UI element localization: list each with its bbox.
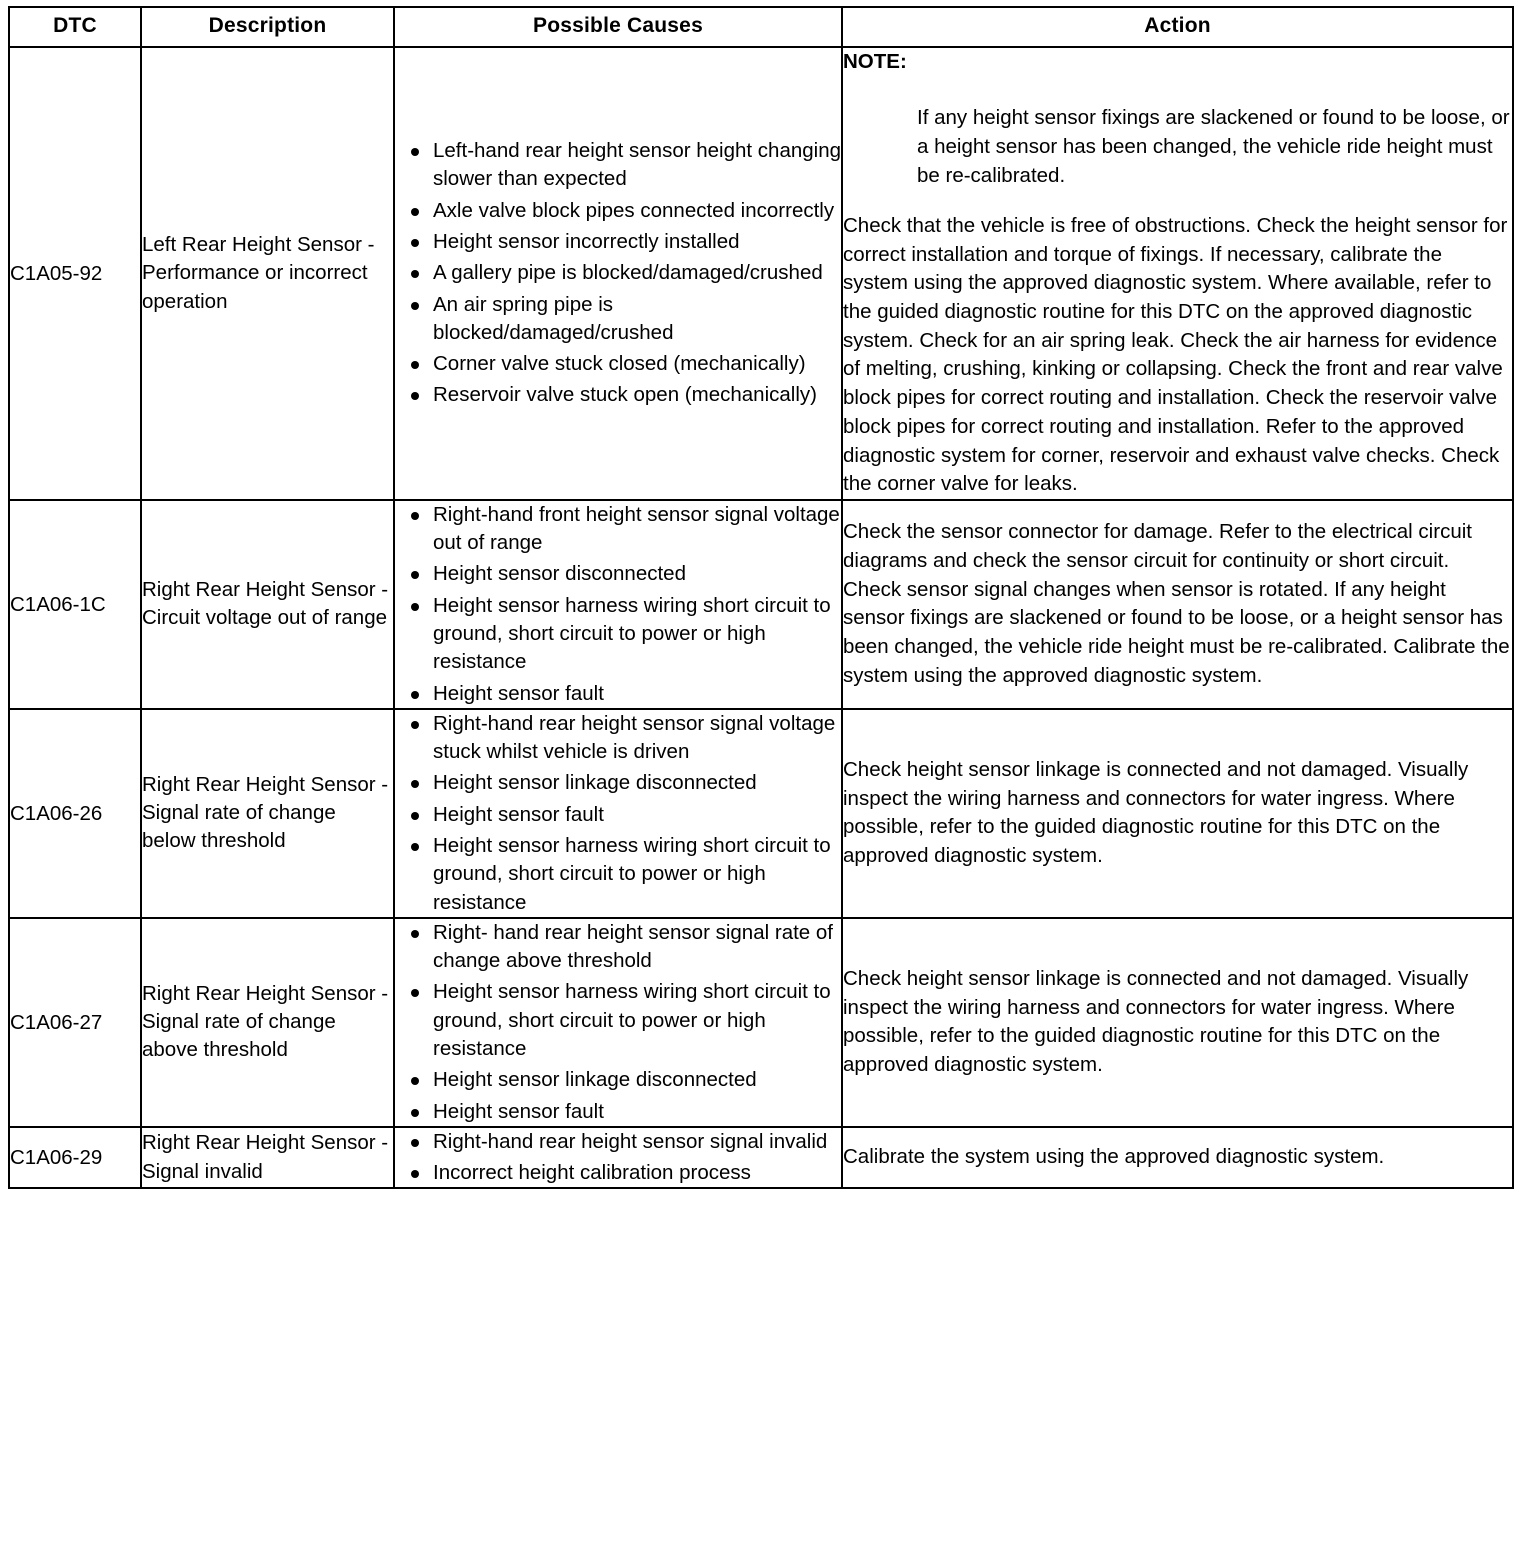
action-cell — [842, 47, 1513, 500]
list-item: Right-hand rear height sensor signal invalid — [395, 1128, 841, 1156]
action-cell — [842, 709, 1513, 918]
dtc-description: Right Rear Height Sensor - Signal rate of change below threshold — [141, 709, 394, 918]
list-item: Right-hand front height sensor signal voltage out of range — [395, 501, 841, 558]
column-header-action: Action — [842, 7, 1513, 47]
causes-list — [395, 710, 841, 917]
table-row — [9, 709, 1513, 918]
dtc-code: C1A06-29 — [9, 1127, 141, 1189]
list-item: Right-hand rear height sensor signal voltage stuck whilst vehicle is driven — [395, 710, 841, 767]
possible-causes — [394, 709, 842, 918]
causes-list — [395, 919, 841, 1126]
possible-causes — [394, 1127, 842, 1189]
action-text: Check height sensor linkage is connected and not damaged. Visually inspect the wiring harness and connectors for water ingress. Where possible, refer to the guided diagnostic routine for this DTC on the approved diagnostic system. — [843, 966, 1469, 1076]
note-body: If any height sensor fixings are slackened or found to be loose, or a height sensor has been changed, the vehicle ride height must be re-calibrated. — [917, 105, 1510, 187]
dtc-description: Left Rear Height Sensor - Performance or incorrect operation — [141, 47, 394, 500]
action-cell — [842, 918, 1513, 1127]
causes-list — [395, 137, 841, 410]
list-item: Height sensor incorrectly installed — [395, 228, 841, 256]
table-row — [9, 1127, 1513, 1189]
list-item: Incorrect height calibration process — [395, 1159, 841, 1187]
list-item: Reservoir valve stuck open (mechanically) — [395, 381, 841, 409]
dtc-description: Right Rear Height Sensor - Circuit voltage out of range — [141, 500, 394, 709]
action-text: Calibrate the system using the approved diagnostic system. — [843, 1145, 1385, 1169]
note-label: NOTE: — [843, 50, 907, 73]
list-item: Height sensor fault — [395, 1098, 841, 1126]
action-text: Check that the vehicle is free of obstructions. Check the height sensor for correct installation and torque of fixings. If necessary, calibrate the system using the approved diagnostic system. Where available, refer to the guided diagnostic routine for this DTC on the approved diagnostic system. Check for an air spring leak. Check the air harness for evidence of melting, crushing, kinking or collapsing. Check the front and rear valve block pipes for correct routing and installation. Check the reservoir valve block pipes for correct routing and installation. Refer to the approved diagnostic system for corner, reservoir and exhaust valve checks. Check the corner valve for leaks. — [843, 214, 1508, 496]
causes-list — [395, 501, 841, 708]
list-item: Height sensor fault — [395, 680, 841, 708]
dtc-code: C1A06-27 — [9, 918, 141, 1127]
list-item: Axle valve block pipes connected incorrectly — [395, 197, 841, 225]
list-item: An air spring pipe is blocked/damaged/crushed — [395, 291, 841, 348]
possible-causes — [394, 47, 842, 500]
dtc-code: C1A05-92 — [9, 47, 141, 500]
list-item: Height sensor harness wiring short circuit to ground, short circuit to power or high resistance — [395, 592, 841, 677]
possible-causes — [394, 918, 842, 1127]
list-item: Height sensor linkage disconnected — [395, 1066, 841, 1094]
action-text: Check height sensor linkage is connected and not damaged. Visually inspect the wiring harness and connectors for water ingress. Where possible, refer to the guided diagnostic routine for this DTC on the approved diagnostic system. — [843, 757, 1469, 868]
list-item: Left-hand rear height sensor height changing slower than expected — [395, 137, 841, 194]
list-item: Height sensor linkage disconnected — [395, 769, 841, 797]
table-row — [9, 500, 1513, 709]
column-header-possible-causes: Possible Causes — [394, 7, 842, 47]
dtc-description: Right Rear Height Sensor - Signal rate of change above threshold — [141, 918, 394, 1127]
table-row — [9, 918, 1513, 1127]
table-row — [9, 47, 1513, 500]
list-item: Height sensor harness wiring short circuit to ground, short circuit to power or high resistance — [395, 832, 841, 917]
column-header-description: Description — [141, 7, 394, 47]
dtc-table — [8, 6, 1514, 1189]
dtc-code: C1A06-1C — [9, 500, 141, 709]
list-item: Height sensor disconnected — [395, 560, 841, 588]
possible-causes — [394, 500, 842, 709]
column-header-dtc: DTC — [9, 7, 141, 47]
action-text: Check the sensor connector for damage. Refer to the electrical circuit diagrams and check the sensor circuit for continuity or short circuit. Check sensor signal changes when sensor is rotated. If any height sensor fixings are slackened or found to be loose, or a height sensor has been changed, the vehicle ride height must be re-calibrated. Calibrate the system using the approved diagnostic system. — [843, 520, 1510, 687]
action-cell — [842, 500, 1513, 709]
dtc-description: Right Rear Height Sensor - Signal invalid — [141, 1127, 394, 1189]
dtc-code: C1A06-26 — [9, 709, 141, 918]
list-item: Height sensor fault — [395, 801, 841, 829]
action-cell — [842, 1127, 1513, 1189]
list-item: Right- hand rear height sensor signal rate of change above threshold — [395, 919, 841, 976]
list-item: A gallery pipe is blocked/damaged/crushed — [395, 259, 841, 287]
list-item: Corner valve stuck closed (mechanically) — [395, 350, 841, 378]
list-item: Height sensor harness wiring short circuit to ground, short circuit to power or high resistance — [395, 978, 841, 1063]
causes-list — [395, 1128, 841, 1188]
table-header-row — [9, 7, 1513, 47]
